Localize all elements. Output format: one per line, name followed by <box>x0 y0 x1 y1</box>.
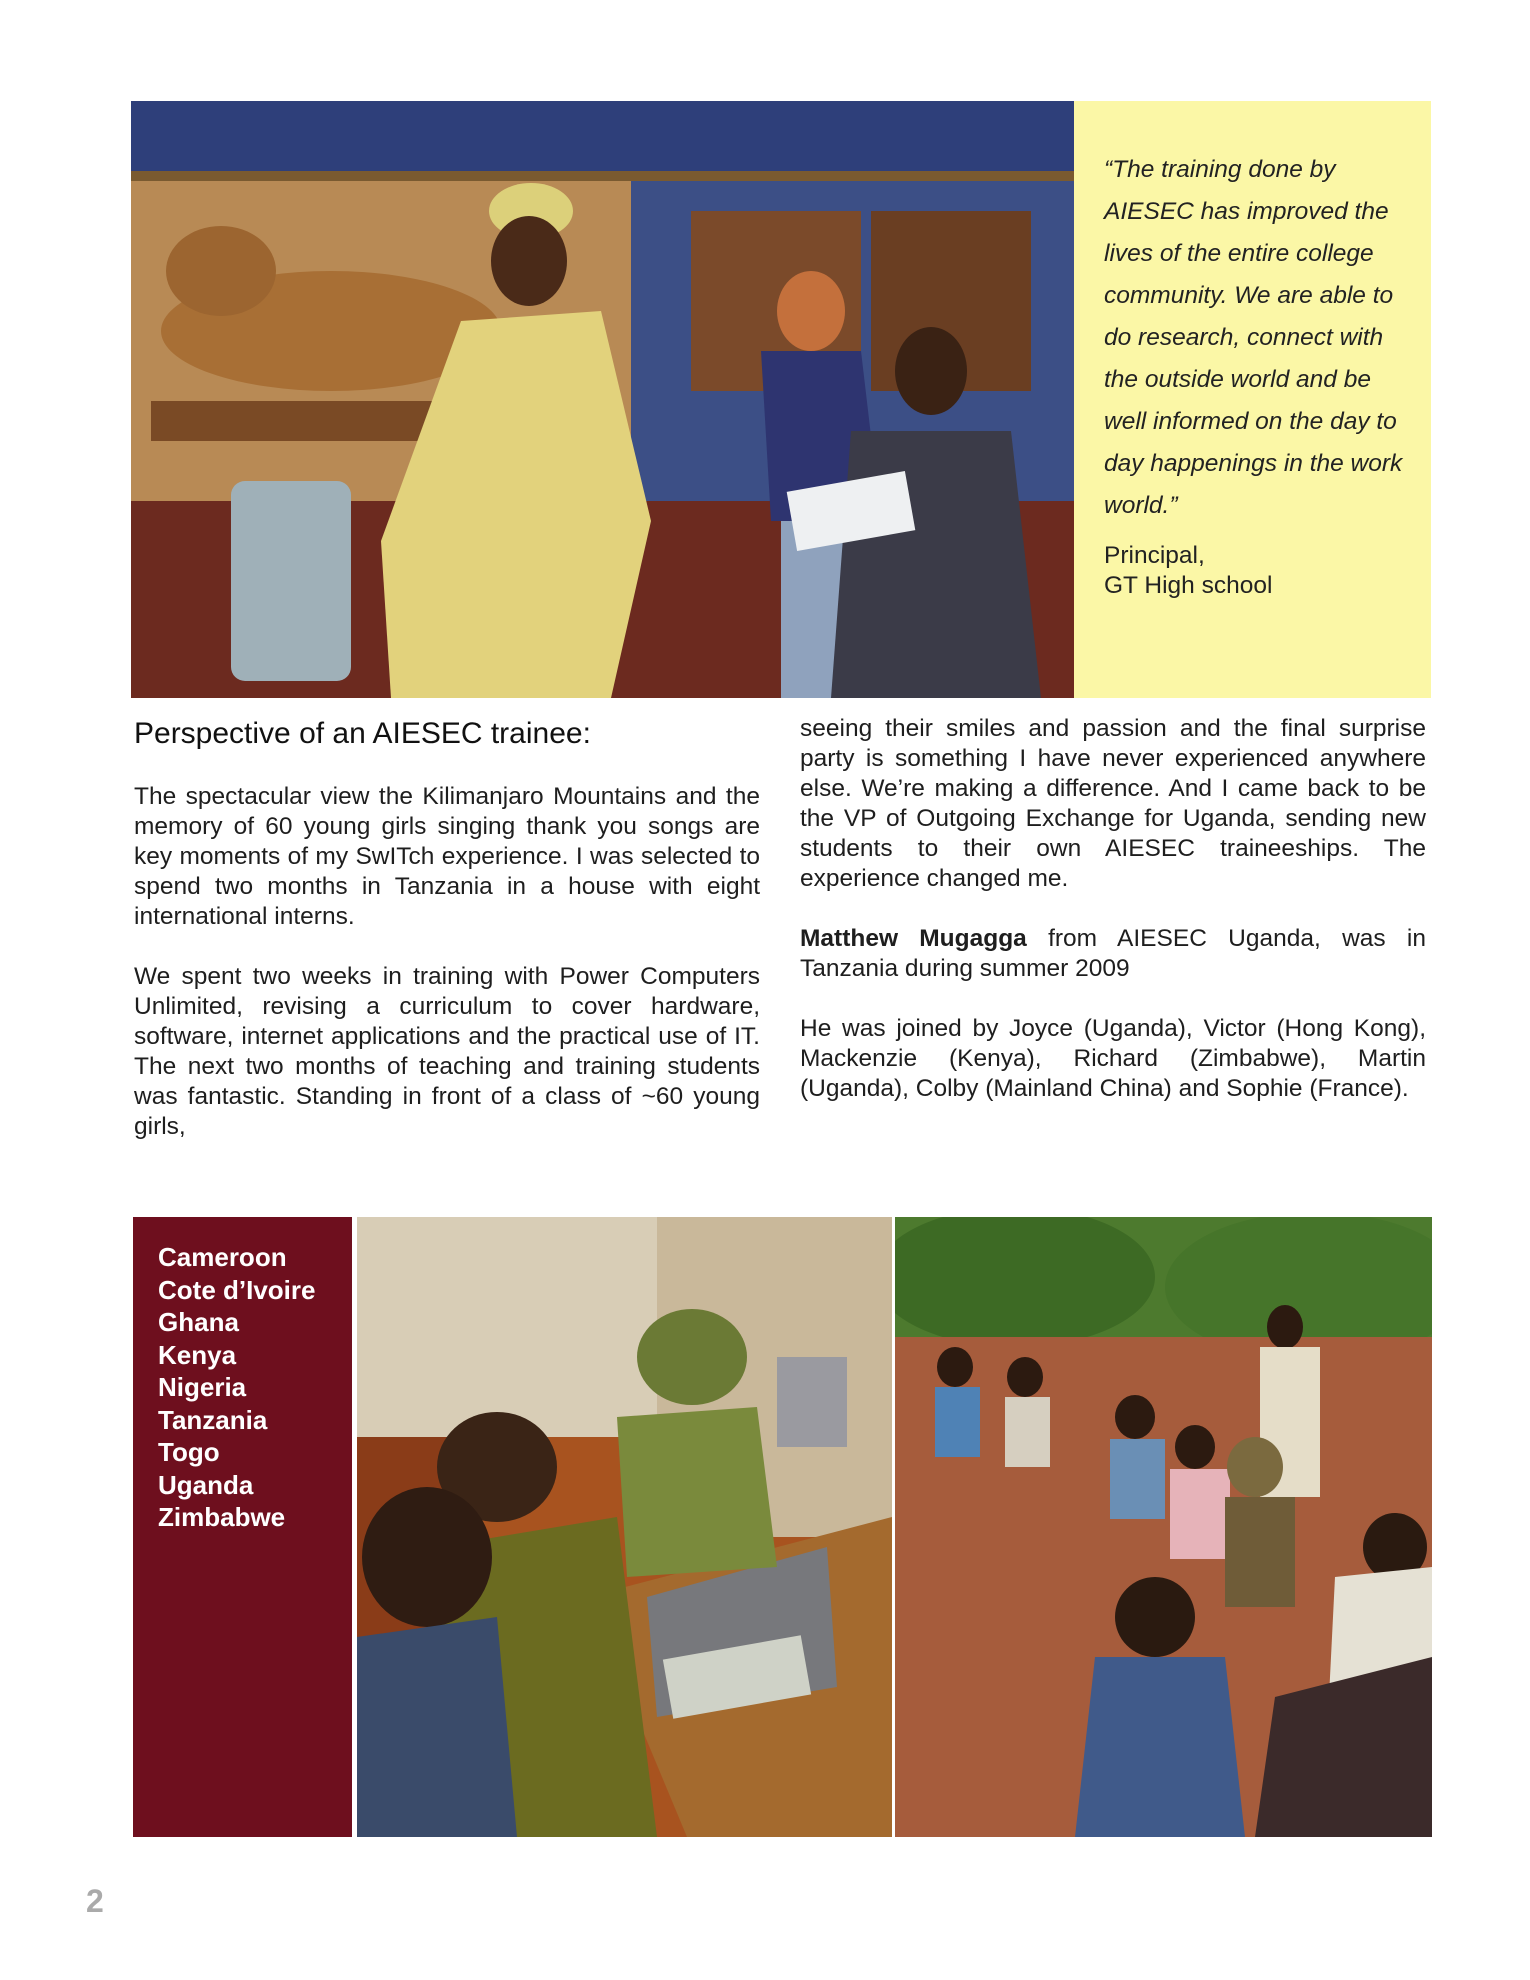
country-item: Ghana <box>158 1307 239 1337</box>
article-paragraph-1: The spectacular view the Kilimanjaro Mountains and the memory of 60 young girls singing thank you songs are key moments of my SwITch experience. I was selected to spend two months in Tanzania in a house with eight international interns. <box>134 783 760 930</box>
country-item: Togo <box>158 1437 220 1467</box>
attribution-org: GT High school <box>1104 572 1273 599</box>
article-heading: Perspective of an AIESEC trainee: <box>134 717 591 750</box>
quote-attribution <box>1104 541 1403 601</box>
author-line <box>800 924 1426 984</box>
children-computers-photo <box>357 1217 892 1837</box>
article-column-left <box>134 712 760 1172</box>
country-item: Zimbabwe <box>158 1502 286 1532</box>
country-item: Tanzania <box>158 1404 268 1435</box>
article-paragraph-2-part-2: seeing their smiles and passion and the final surprise party is something I have never experienced anywhere else. We’re making a difference. And I came back to be the VP of Outgoing Exchange for Uganda, sending new students to their own AIESEC traineeships. The experience changed me. <box>800 715 1426 892</box>
country-item: Nigeria <box>158 1372 247 1402</box>
author-name: Matthew Mugagga <box>800 925 1027 952</box>
country-list-box <box>133 1217 352 1837</box>
article-paragraph-2-part-1: We spent two weeks in training with Power Computers Unlimited, revising a curriculum to cover hardware, software, internet applications and the practical use of IT. The next two months of teaching and training students was fantastic. Standing in front of a class of ~60 young girls, <box>134 963 760 1140</box>
country-list <box>158 1241 352 1534</box>
outdoor-class-photo <box>895 1217 1432 1837</box>
author-detail: from AIESEC Uganda, was in Tanzania during summer 2009 <box>800 925 1426 982</box>
quote-box <box>1074 101 1431 698</box>
attribution-title: Principal, <box>1104 542 1205 569</box>
quote-text: “The training done by AIESEC has improved the lives of the entire college community. We are able to do research, connect with the outside world and be well informed on the day to day happenings in the work world.” <box>1104 156 1403 519</box>
page-number: 2 <box>86 1883 104 1919</box>
country-item: Uganda <box>158 1469 254 1500</box>
country-item: Cote d’Ivoire <box>158 1274 316 1305</box>
country-item: Kenya <box>158 1339 237 1370</box>
country-item: Cameroon <box>158 1242 287 1272</box>
article-column-right <box>800 714 1426 1134</box>
article-paragraph-4: He was joined by Joyce (Uganda), Victor (Hong Kong), Mackenzie (Kenya), Richard (Zimbabwe), Martin (Uganda), Colby (Mainland China) and Sophie (France). <box>800 1015 1426 1102</box>
ceremony-photo <box>131 101 1074 698</box>
